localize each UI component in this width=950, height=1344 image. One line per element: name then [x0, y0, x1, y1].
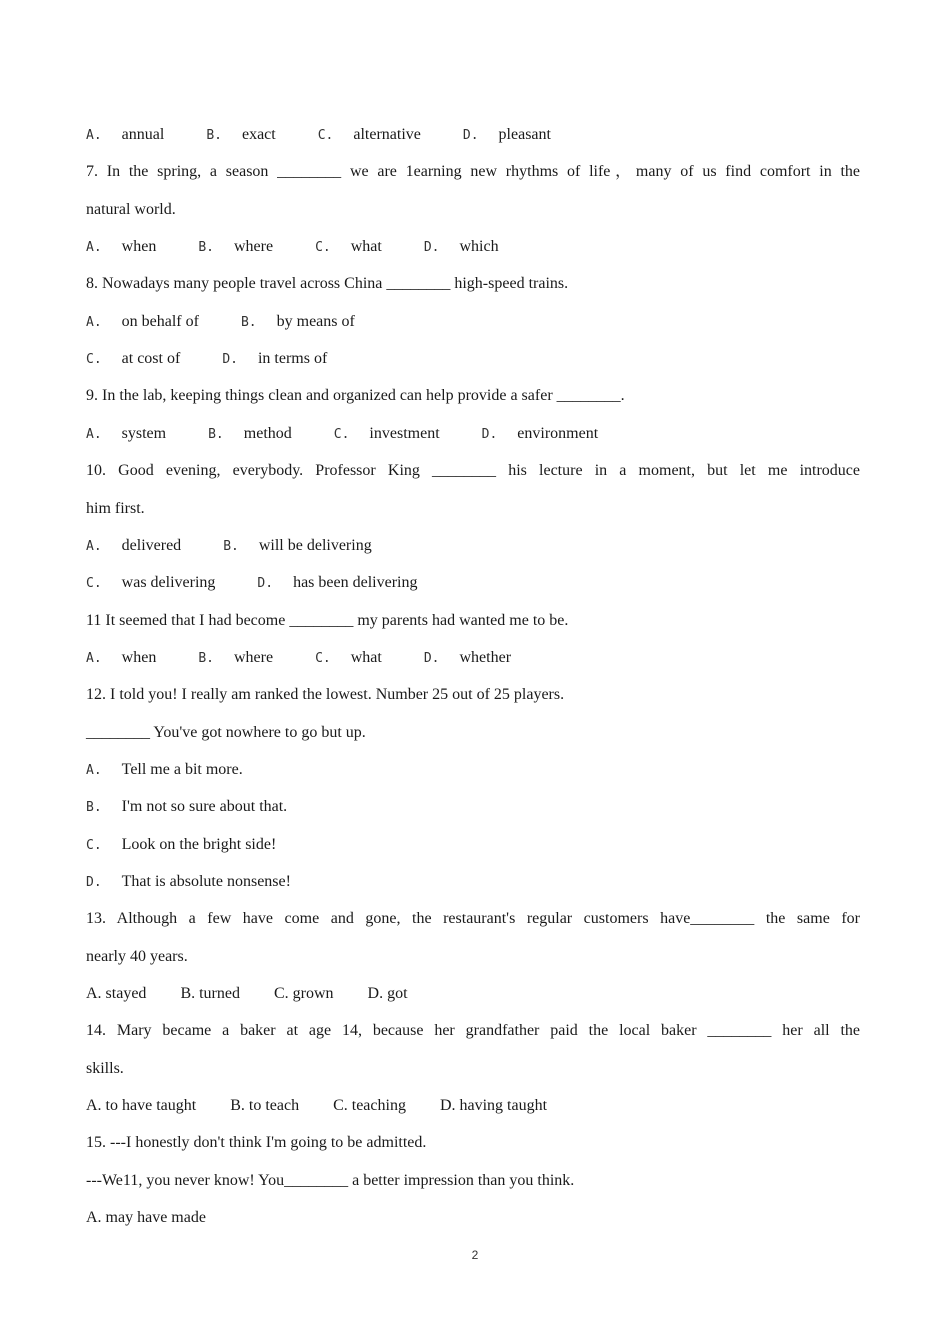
answer-option	[86, 872, 291, 893]
question-text-line: him first.	[86, 499, 145, 517]
answer-option	[86, 536, 181, 557]
option-letter: A.	[86, 650, 102, 666]
option-letter: B.	[198, 650, 214, 666]
option-text: which	[459, 238, 499, 256]
answer-option	[86, 125, 164, 146]
option-letter: A.	[86, 314, 102, 330]
answer-option	[86, 312, 199, 333]
option-letter: A.	[86, 426, 102, 442]
option-text: I'm not so sure about that.	[121, 798, 288, 816]
answer-options-line	[86, 984, 860, 1004]
answer-options-line	[86, 835, 860, 856]
answer-options-line	[86, 536, 860, 557]
option-letter: A.	[86, 762, 102, 778]
answer-option: C. grown	[273, 985, 334, 1003]
answer-option	[86, 573, 215, 594]
answer-options-line	[86, 349, 860, 370]
page-number: 2	[471, 1248, 479, 1262]
option-text: Look on the bright side!	[121, 835, 277, 853]
answer-option	[86, 424, 166, 445]
option-text: system	[121, 424, 167, 442]
option-text: was delivering	[121, 574, 216, 592]
answer-options-line	[86, 573, 860, 594]
option-text: by means of	[276, 312, 355, 330]
option-text: what	[350, 238, 382, 256]
answer-option	[257, 573, 417, 594]
option-letter: B.	[86, 800, 102, 816]
option-letter: D.	[423, 650, 440, 666]
answer-option	[424, 237, 499, 258]
option-letter: B.	[240, 314, 257, 330]
answer-option	[315, 237, 382, 258]
answer-option: B. to teach	[230, 1097, 300, 1115]
answer-option	[198, 648, 273, 669]
answer-options-line	[86, 424, 860, 445]
option-text: whether	[459, 648, 512, 666]
option-letter: D.	[222, 352, 238, 368]
option-letter: A.	[86, 240, 102, 256]
answer-options-line	[86, 760, 860, 781]
option-text: on behalf of	[121, 312, 199, 330]
option-text: what	[350, 648, 382, 666]
answer-option	[208, 424, 292, 445]
question-text-line: natural world.	[86, 200, 176, 218]
answer-option: B. turned	[180, 985, 240, 1003]
option-text: where	[233, 238, 274, 256]
answer-option: D. got	[367, 985, 408, 1003]
answer-option	[198, 237, 273, 258]
option-letter: D.	[462, 128, 479, 143]
answer-option	[86, 237, 156, 258]
option-letter: C.	[86, 837, 102, 853]
option-text: Tell me a bit more.	[121, 760, 243, 778]
option-letter: D.	[257, 576, 274, 592]
option-letter: B.	[208, 426, 224, 442]
answer-option	[241, 312, 355, 333]
answer-option	[334, 424, 440, 445]
answer-option	[86, 648, 156, 669]
option-text: environment	[517, 424, 599, 442]
answer-option: A. to have taught	[86, 1097, 197, 1115]
option-letter: B.	[206, 128, 222, 143]
option-letter: C.	[315, 240, 331, 256]
option-letter: A.	[86, 538, 102, 554]
option-text: exact	[241, 126, 276, 143]
answer-options-line	[86, 648, 860, 669]
option-text: will be delivering	[258, 536, 372, 554]
option-text: delivered	[121, 536, 182, 554]
option-letter: C.	[86, 576, 102, 592]
option-text: when	[121, 648, 157, 666]
question-text-line: 14. Mary became a baker at age 14, because her grandfather paid the local baker ________ her all the	[86, 1022, 860, 1040]
question-text-line: skills.	[86, 1059, 124, 1077]
option-letter: C.	[317, 128, 334, 143]
question-text-line: 11 It seemed that I had become ________ my parents had wanted me to be.	[86, 611, 569, 629]
answer-option	[222, 349, 327, 370]
answer-option	[424, 648, 511, 669]
option-letter: D.	[86, 875, 102, 890]
question-text-line: 13. Although a few have come and gone, the restaurant's regular customers have________ the same for	[86, 910, 860, 928]
option-text: method	[243, 424, 292, 442]
question-text-line: 12. I told you! I really am ranked the lowest. Number 25 out of 25 players.	[86, 686, 565, 704]
answer-options-line	[86, 1096, 860, 1116]
answer-option: D. having taught	[439, 1097, 548, 1115]
option-text: at cost of	[121, 350, 181, 368]
question-text-line: ________ You've got nowhere to go but up.	[86, 723, 366, 741]
answer-option	[86, 797, 287, 818]
question-text-line: nearly 40 years.	[86, 947, 188, 965]
answer-option	[463, 125, 551, 146]
option-letter: C.	[86, 352, 102, 368]
answer-options-line	[86, 237, 860, 258]
question-text-line: ---We11, you never know! You________ a better impression than you think.	[86, 1171, 575, 1189]
option-text: alternative	[353, 126, 421, 143]
answer-option	[223, 536, 372, 557]
option-text: in terms of	[257, 350, 328, 368]
option-letter: A.	[86, 128, 102, 143]
answer-option: A. stayed	[86, 985, 147, 1003]
option-text: pleasant	[498, 126, 551, 143]
answer-option: C. teaching	[333, 1097, 406, 1115]
option-letter: C.	[333, 426, 350, 442]
answer-option	[86, 349, 180, 370]
option-letter: D.	[481, 426, 498, 442]
option-letter: B.	[198, 240, 214, 256]
question-text-line: 8. Nowadays many people travel across China ________ high-speed trains.	[86, 275, 569, 293]
question-text-line: 10. Good evening, everybody. Professor King ________ his lecture in a moment, but let me introduce	[86, 462, 860, 480]
answer-options-line	[86, 312, 860, 333]
question-text-line: 9. In the lab, keeping things clean and organized can help provide a safer ________.	[86, 387, 625, 405]
option-text: investment	[369, 424, 440, 442]
answer-option	[318, 125, 421, 146]
option-letter: D.	[423, 240, 440, 256]
answer-option	[315, 648, 382, 669]
option-text: That is absolute nonsense!	[121, 873, 291, 890]
answer-option	[206, 125, 275, 146]
option-text: has been delivering	[293, 574, 418, 592]
option-text: annual	[121, 126, 165, 143]
option-text: when	[121, 238, 157, 256]
question-text-line: 7. In the spring, a season ________ we are 1earning new rhythms of life，many of us find comfort in the	[86, 163, 860, 181]
answer-options-line	[86, 797, 860, 818]
option-letter: C.	[315, 650, 331, 666]
answer-options-line	[86, 872, 860, 893]
question-text-line: 15. ---I honestly don't think I'm going to be admitted.	[86, 1134, 427, 1152]
option-letter: B.	[223, 538, 239, 554]
answer-option	[86, 835, 276, 856]
answer-option	[86, 760, 243, 781]
answer-options-line	[86, 125, 860, 146]
question-text-line: A. may have made	[86, 1209, 206, 1227]
answer-option	[482, 424, 599, 445]
option-text: where	[233, 648, 274, 666]
